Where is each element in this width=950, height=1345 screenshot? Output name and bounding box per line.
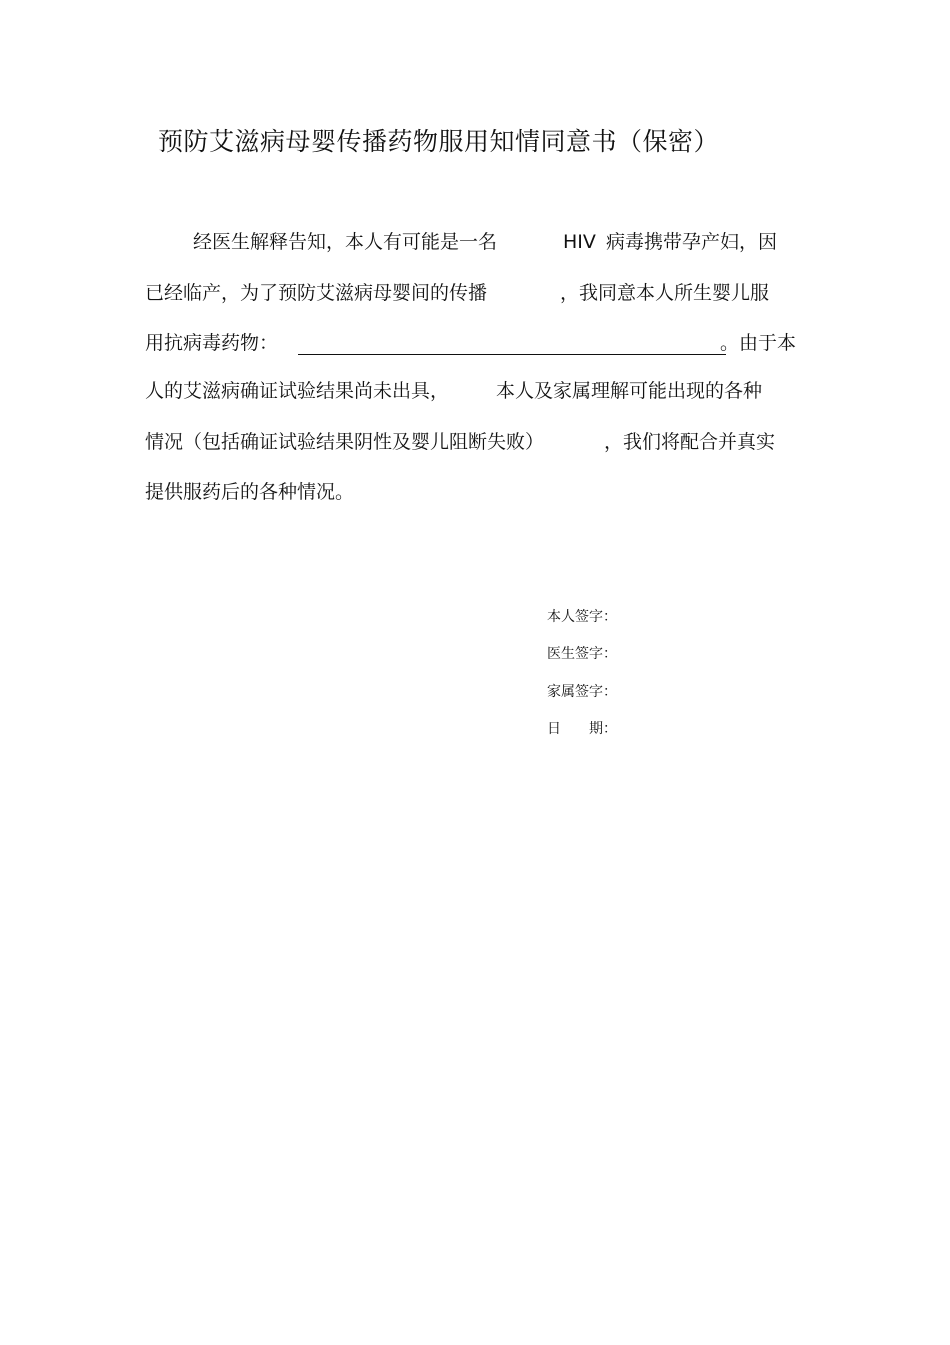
self-signature-label: 本人签字： bbox=[547, 609, 617, 625]
text-segment: 提供服药后的各种情况。 bbox=[145, 481, 355, 503]
text-segment: 经医生解释告知，本人有可能是一名 bbox=[193, 231, 498, 253]
medication-blank bbox=[298, 329, 726, 357]
text-segment: 用抗病毒药物： bbox=[145, 332, 279, 354]
text-segment: 情况（包括确证试验结果阴性及婴儿阻断失败） bbox=[145, 431, 545, 453]
text-segment: 已经临产，为了预防艾滋病母婴间的传播 bbox=[145, 282, 488, 304]
family-signature-label: 家属签字： bbox=[547, 684, 617, 700]
text-segment: 。由于本 bbox=[720, 332, 797, 354]
text-segment: 本人及家属理解可能出现的各种 bbox=[496, 380, 763, 402]
text-segment: 人的艾滋病确证试验结果尚未出具， bbox=[145, 380, 450, 402]
doctor-signature-label: 医生签字： bbox=[547, 646, 617, 662]
text-segment: ，我们将配合并真实 bbox=[604, 431, 776, 453]
text-segment: HIV bbox=[563, 231, 596, 253]
text-segment: 病毒携带孕产妇，因 bbox=[606, 231, 778, 253]
document-title: 预防艾滋病母婴传播药物服用知情同意书（保密） bbox=[158, 127, 720, 156]
date-label: 日 期： bbox=[547, 721, 617, 737]
text-segment: ，我同意本人所生婴儿服 bbox=[560, 282, 770, 304]
